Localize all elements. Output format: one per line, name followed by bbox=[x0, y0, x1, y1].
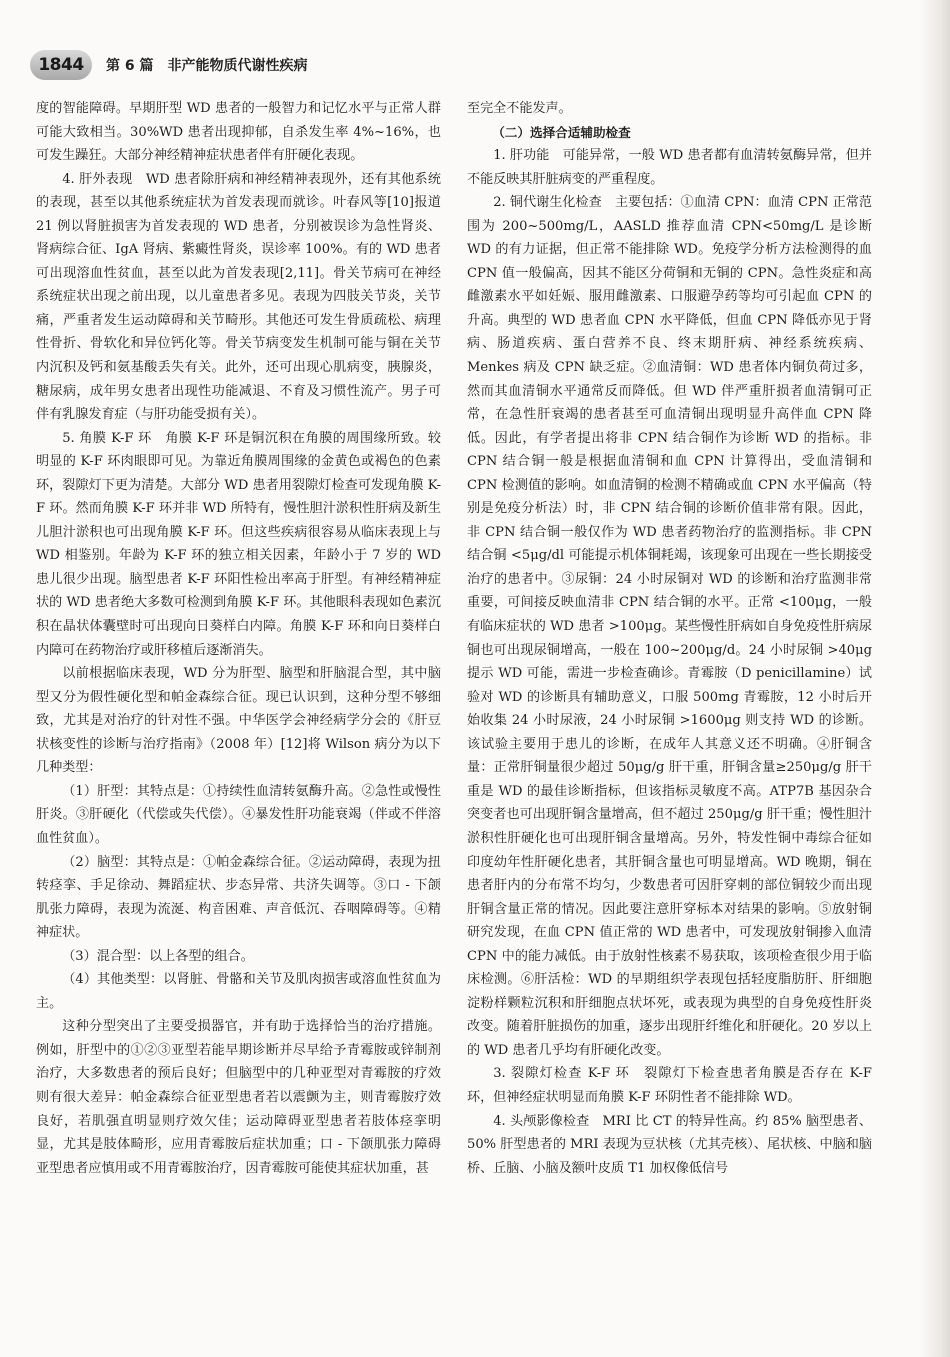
paragraph: 1. 肝功能 可能异常，一般 WD 患者都有血清转氨酶异常，但并不能反映其肝脏病变的严重程度。 bbox=[467, 148, 872, 187]
page-number: 1844 bbox=[30, 50, 92, 80]
section-heading: （二）选择合适辅助检查 bbox=[492, 124, 631, 140]
left-column bbox=[36, 97, 441, 1180]
right-column bbox=[467, 97, 872, 1180]
paragraph: （4）其他类型：以肾脏、骨骼和关节及肌肉损害或溶血性贫血为主。 bbox=[36, 972, 441, 1011]
chapter-title: 第 6 篇 非产能物质代谢性疾病 bbox=[106, 58, 308, 74]
paragraph: 度的智能障碍。早期肝型 WD 患者的一般智力和记忆水平与正常人群可能大致相当。30%WD 患者出现抑郁，自杀发生率 4%~16%，也可发生躁狂。大部分神经精神症状患者伴有肝硬化表现。 bbox=[36, 101, 441, 164]
paragraph: （2）脑型：其特点是：①帕金森综合征。②运动障碍，表现为扭转痉挛、手足徐动、舞蹈症状、步态异常、共济失调等。③口 - 下颌肌张力障碍，表现为流涎、构音困难、声音低沉、吞咽障碍等。④精神症状。 bbox=[36, 854, 441, 941]
paragraph: 4. 肝外表现 WD 患者除肝病和神经精神表现外，还有其他系统的表现，甚至以其他系统症状为首发表现而就诊。叶春风等[10]报道 21 例以肾脏损害为首发表现的 WD 患者，分别被误诊为急性肾炎、肾病综合征、IgA 肾病、紫癜性肾炎，误诊率 100%。有的 WD 患者可出现溶血性贫血，甚至以此为首发表现[2,11]。骨关节病可在神经系统症状出现之前出现，以儿童患者多见。表现为四肢关节炎，关节痛，严重者发生运动障碍和关节畸形。其他还可发生骨质疏松、病理性骨折、骨软化和异位钙化等。骨关节病变发生机制可能与铜在关节内沉积及钙和氨基酸丢失有关。此外，还可出现心肌病变，胰腺炎，糖尿病，成年男女患者出现性功能减退、不育及习惯性流产。男子可伴有乳腺发育症（与肝功能受损有关）。 bbox=[36, 171, 441, 423]
paragraph: 2. 铜代谢生化检查 主要包括：①血清 CPN：血清 CPN 正常范围为 200~500mg/L，AASLD 推荐血清 CPN<50mg/L 是诊断 WD 的有力证据，但正常不能排除 WD。免疫学分析方法检测得的血 CPN 值一般偏高，因其不能区分荷铜和无铜的 CPN。急性炎症和高雌激素水平如妊娠、服用雌激素、口服避孕药等均可引起血 CPN 的升高。典型的 WD 患者血 CPN 水平降低，但血 CPN 降低亦见于肾病、肠道疾病、蛋白营养不良、终末期肝病、神经系统疾病、Menkes 病及 CPN 缺乏症。②血清铜：WD 患者体内铜负荷过多，然而其血清铜水平通常反而降低。但 WD 伴严重肝损者血清铜可正常，在急性肝衰竭的患者甚至可血清铜出现明显升高伴血 CPN 降低。因此，有学者提出将非 CPN 结合铜作为诊断 WD 的指标。非 CPN 结合铜一般是根据血清铜和血 CPN 计算得出，受血清铜和 CPN 检测值的影响。如血清铜的检测不精确或血 CPN 水平偏高（特别是免疫分析法）时，非 CPN 结合铜的诊断价值非常有限。因此，非 CPN 结合铜一般仅作为 WD 患者药物治疗的监测指标。非 CPN 结合铜 <5μg/dl 可能提示机体铜耗竭，该现象可出现在一些长期接受治疗的患者中。③尿铜：24 小时尿铜对 WD 的诊断和治疗监测非常重要，可间接反映血清非 CPN 结合铜的水平。正常 <100μg，一般有临床症状的 WD 患者 >100μg。某些慢性肝病如自身免疫性肝病尿铜也可出现尿铜增高，一般在 100~200μg/d。24 小时尿铜 >40μg 提示 WD 可能，需进一步检查确诊。青霉胺（D penicillamine）试验对 WD 的诊断具有辅助意义，口服 500mg 青霉胺，12 小时后开始收集 24 小时尿液，24 小时尿铜 >1600μg 则支持 WD 的诊断。该试验主要用于患儿的诊断，在成年人其意义还不明确。④肝铜含量：正常肝铜量很少超过 50μg/g 肝干重，肝铜含量≥250μg/g 肝干重是 WD 的最佳诊断指标，但该指标灵敏度不高。ATP7B 基因杂合突变者也可出现肝铜含量增高，但不超过 250μg/g 肝干重；慢性胆汁淤积性肝硬化也可出现肝铜含量增高。另外，特发性铜中毒综合征如印度幼年性肝硬化患者，其肝铜含量也可明显增高。WD 晚期，铜在患者肝内的分布常不均匀，少数患者可因肝穿刺的部位铜较少而出现肝铜含量正常的情况。因此要注意肝穿标本对结果的影响。⑤放射铜研究发现，在血 CPN 值正常的 WD 患者中，可发现放射铜掺入血清 CPN 中的能力减低。由于放射性核素不易获取，该项检查很少用于临床检测。⑥肝活检：WD 的早期组织学表现包括轻度脂肪肝、肝细胞淀粉样颗粒沉积和肝细胞点状坏死，或表现为典型的自身免疫性肝炎改变。随着肝脏损伤的加重，逐步出现肝纤维化和肝硬化。20 岁以上的 WD 患者几乎均有肝硬化改变。 bbox=[467, 195, 872, 1058]
page-gutter-shadow bbox=[920, 0, 950, 1357]
paragraph: 这种分型突出了主要受损器官，并有助于选择恰当的治疗措施。例如，肝型中的①②③亚型若能早期诊断并尽早给予青霉胺或锌制剂治疗，大多数患者的预后良好；但脑型中的几种亚型对青霉胺的疗效则有很大差异：帕金森综合征亚型患者若以震颤为主，则青霉胺疗效良好，若肌强直明显则疗效欠佳；运动障碍亚型患者若肢体痉挛明显，尤其是肢体畸形，应用青霉胺后症状加重；口 - 下颌肌张力障碍亚型患者应慎用或不用青霉胺治疗，因青霉胺可能使其症状加重，甚 bbox=[36, 1019, 441, 1176]
paragraph: 5. 角膜 K-F 环 角膜 K-F 环是铜沉积在角膜的周围缘所致。较明显的 K-F 环肉眼即可见。为靠近角膜周围缘的金黄色或褐色的色素环，裂隙灯下更为清楚。大部分 WD 患者用裂隙灯检查可发现角膜 K-F 环。然而角膜 K-F 环并非 WD 所特有，慢性胆汁淤积性肝病及新生儿胆汁淤积也可出现角膜 K-F 环。但这些疾病很容易从临床表现上与 WD 相鉴别。年龄为 K-F 环的独立相关因素，年龄小于 7 岁的 WD 患儿很少出现。脑型患者 K-F 环阳性检出率高于肝型。有神经精神症状的 WD 患者绝大多数可检测到角膜 K-F 环。其他眼科表现如色素沉积在晶状体囊壁时可出现向日葵样白内障。角膜 K-F 环和向日葵样白内障可在药物治疗或肝移植后逐渐消失。 bbox=[36, 430, 441, 658]
paragraph: 4. 头颅影像检查 MRI 比 CT 的特异性高。约 85% 脑型患者、50% 肝型患者的 MRI 表现为豆状核（尤其壳核）、尾状核、中脑和脑桥、丘脑、小脑及额叶皮质 T1 加权像低信号 bbox=[467, 1113, 872, 1176]
paragraph: 至完全不能发声。 bbox=[467, 101, 572, 116]
paragraph: 3. 裂隙灯检查 K-F 环 裂隙灯下检查患者角膜是否存在 K-F 环，但神经症状明显而角膜 K-F 环阴性者不能排除 WD。 bbox=[467, 1066, 872, 1105]
paragraph: 以前根据临床表现，WD 分为肝型、脑型和肝脑混合型，其中脑型又分为假性硬化型和帕金森综合征。现已认识到，这种分型不够细致，尤其是对治疗的针对性不强。中华医学会神经病学分会的《肝豆状核变性的诊断与治疗指南》（2008 年）[12]将 Wilson 病分为以下几种类型： bbox=[36, 666, 441, 776]
paragraph: （1）肝型：其特点是：①持续性血清转氨酶升高。②急性或慢性肝炎。③肝硬化（代偿或失代偿）。④暴发性肝功能衰竭（伴或不伴溶血性贫血）。 bbox=[36, 783, 441, 846]
paragraph: （3）混合型：以上各型的组合。 bbox=[62, 948, 254, 964]
running-header bbox=[30, 48, 910, 82]
